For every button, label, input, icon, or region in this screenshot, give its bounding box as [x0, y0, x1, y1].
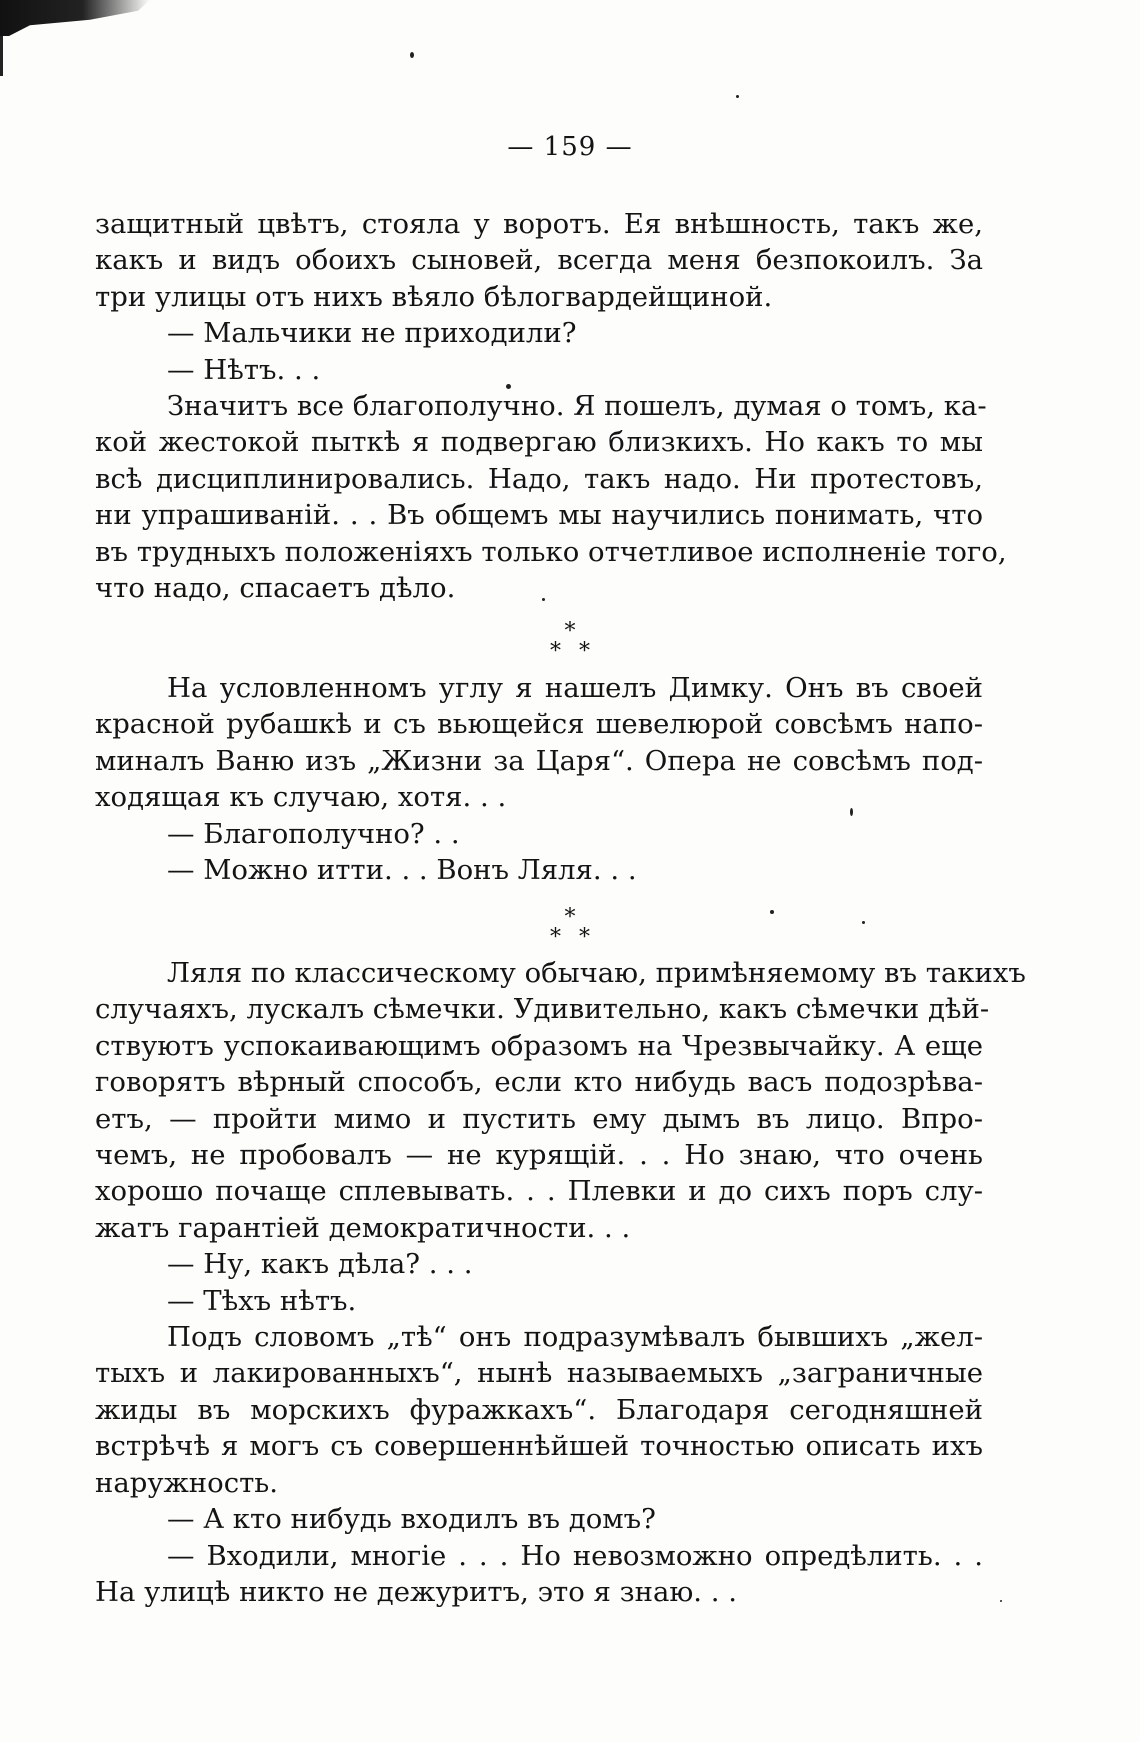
- text-line: случаяхъ, лускалъ сѣмечки. Удивительно, какъ сѣмечки дѣй-: [95, 993, 990, 1026]
- scan-artifact-edge: [0, 36, 3, 76]
- text-line: ходящая къ случаю, хотя. . .: [95, 781, 507, 814]
- dialogue-line: — Можно итти. . . Вонъ Ляля. . .: [167, 854, 637, 887]
- dialogue-line: — Входили, многіе . . . Но невозможно опредѣлить. . .: [167, 1539, 983, 1572]
- text-line: На условленномъ углу я нашелъ Димку. Онъ въ своей: [167, 672, 983, 704]
- text-line: встрѣчѣ я могъ съ совершеннѣйшей точностью описать ихъ: [95, 1430, 983, 1463]
- asterism-top: *: [564, 905, 576, 930]
- text-line: жиды въ морскихъ фуражкахъ“. Благодаря сегодняшней: [95, 1393, 983, 1426]
- text-line: красной рубашкѣ и съ вьющейся шевелюрой совсѣмъ напо-: [95, 708, 983, 741]
- text-line: кой жестокой пыткѣ я подвергаю близкихъ. Но какъ то мы: [95, 426, 983, 459]
- text-line: ствуютъ успокаивающимъ образомъ на Чрезвычайку. А еще: [95, 1029, 983, 1062]
- text-line: Ляля по классическому обычаю, примѣняемому въ такихъ: [167, 957, 1026, 989]
- dialogue-line: — Мальчики не приходили?: [167, 317, 577, 350]
- text-line: наружность.: [95, 1466, 279, 1499]
- text-line: жатъ гарантіей демократичности. . .: [95, 1211, 631, 1244]
- scan-artifact: [0, 0, 150, 36]
- text-line: На улицѣ никто не дежуритъ, это я знаю. . .: [95, 1575, 737, 1608]
- dialogue-line: — Тѣхъ нѣтъ.: [167, 1284, 357, 1317]
- dialogue-line: — Ну, какъ дѣла? . . .: [167, 1248, 473, 1281]
- text-line: что надо, спасаетъ дѣло.: [95, 572, 456, 605]
- dialogue-line: — Благополучно? . .: [167, 817, 460, 850]
- text-line: какъ и видъ обоихъ сыновей, всегда меня безпокоилъ. За: [95, 244, 983, 277]
- text-line: въ трудныхъ положеніяхъ только отчетливое исполненіе того,: [95, 535, 1007, 568]
- section-asterism: [0, 905, 1140, 950]
- text-line: миналъ Ваню изъ „Жизни за Царя“. Опера не совсѣмъ под-: [95, 744, 983, 777]
- text-line: хорошо почаще сплевывать. . . Плевки и до сихъ поръ слу-: [95, 1175, 983, 1208]
- text-line: чемъ, не пробовалъ — не курящій. . . Но знаю, что очень: [95, 1139, 983, 1172]
- text-line: тыхъ и лакированныхъ“, нынѣ называемыхъ „заграничные: [95, 1357, 983, 1390]
- asterism-bottom: **: [550, 925, 608, 950]
- text-line: говорятъ вѣрный способъ, если кто нибудь васъ подозрѣва-: [95, 1066, 983, 1099]
- dialogue-line: — А кто нибудь входилъ въ домъ?: [167, 1503, 656, 1536]
- text-line: Значитъ все благополучно. Я пошелъ, думая о томъ, ка-: [167, 390, 987, 423]
- text-line: Подъ словомъ „тѣ“ онъ подразумѣвалъ бывшихъ „жел-: [167, 1321, 983, 1354]
- text-line: етъ, — пройти мимо и пустить ему дымъ въ лицо. Впро-: [95, 1102, 983, 1135]
- text-line: защитный цвѣтъ, стояла у воротъ. Ея внѣшность, такъ же,: [95, 208, 983, 240]
- text-block-3: [95, 955, 1026, 1610]
- section-asterism: [0, 619, 1140, 664]
- text-line: ни упрашиваній. . . Въ общемъ мы научились понимать, что: [95, 499, 983, 532]
- asterism-bottom: **: [550, 639, 608, 664]
- asterism-top: *: [564, 619, 576, 644]
- dialogue-line: — Нѣтъ. . .: [167, 353, 321, 386]
- text-line: всѣ дисциплинировались. Надо, такъ надо. Ни протестовъ,: [95, 462, 983, 495]
- text-block-2: [95, 670, 983, 888]
- text-block-1: [95, 206, 1007, 606]
- text-line: три улицы отъ нихъ вѣяло бѣлогвардейщиной.: [95, 280, 773, 313]
- page-number: — 159 —: [507, 132, 633, 162]
